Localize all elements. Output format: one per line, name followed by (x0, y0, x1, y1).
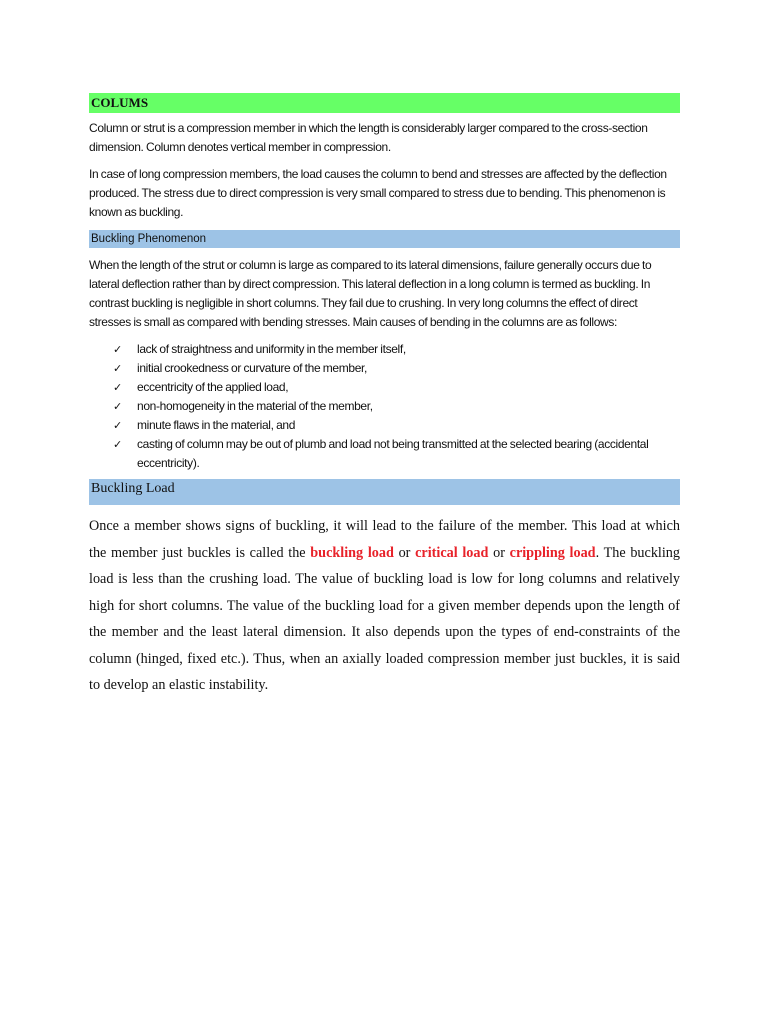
paragraph-buckling-phenomenon: When the length of the strut or column is large as compared to its lateral dimensions, failure generally occurs due to lateral deflection rather than by direct compression. This lateral deflection in a long column is termed as buckling. In contrast buckling is negligible in short columns. They fail due to crushing. In very long columns the effect of direct stresses is small as compared with bending stresses. Main causes of bending in the columns are as follows: (89, 258, 652, 329)
term-crippling-load: crippling load (509, 544, 596, 561)
list-item (89, 397, 680, 416)
text-run: Once a member shows signs of buckling, it will lead to the failure of the member. This load at which the member just buckles is called the (89, 518, 680, 561)
checkmark-icon: ✓ (113, 343, 122, 356)
list-item-text: non-homogeneity in the material of the member, (137, 399, 373, 413)
list-item-text: casting of column may be out of plumb and load not being transmitted at the selected bearing (accidental eccentricity). (137, 437, 649, 470)
text-run: or (393, 544, 416, 561)
list-item-text: lack of straightness and uniformity in the member itself, (137, 342, 406, 356)
paragraph-buckling-load (89, 513, 680, 699)
checkmark-icon: ✓ (113, 419, 122, 432)
checkmark-icon: ✓ (113, 362, 122, 375)
paragraph-long-columns: In case of long compression members, the load causes the column to bend and stresses are affected by the deflection produced. The stress due to direct compression is very small compared to stress due to bending. This phenomenon is known as buckling. (89, 167, 667, 219)
heading-buckling-load: Buckling Load (89, 479, 680, 505)
text-run: or (488, 544, 510, 561)
term-buckling-load: buckling load (310, 544, 394, 561)
text-run: . The buckling load is less than the crushing load. The value of buckling load is low for long columns and relatively high for short columns. The value of the buckling load for a given member depends upon the length of the member and the least lateral dimension. It also depends upon the types of end-constraints of the column (hinged, fixed etc.). Thus, when an axially loaded compression member just buckles, it is said to develop an elastic instability. (89, 544, 680, 693)
heading-colums: COLUMS (89, 93, 680, 113)
paragraph-column-definition: Column or strut is a compression member in which the length is considerably larger compared to the cross-section dimension. Column denotes vertical member in compression. (89, 121, 648, 154)
list-item-text: eccentricity of the applied load, (137, 380, 289, 394)
list-item-text: minute flaws in the material, and (137, 418, 296, 432)
document-page (89, 93, 680, 699)
list-item (89, 435, 680, 473)
list-item-text: initial crookedness or curvature of the member, (137, 361, 368, 375)
list-item (89, 378, 680, 397)
checkmark-icon: ✓ (113, 438, 122, 451)
checkmark-icon: ✓ (113, 400, 122, 413)
list-item (89, 340, 680, 359)
causes-list (89, 340, 680, 473)
term-critical-load: critical load (415, 544, 489, 561)
heading-buckling-phenomenon: Buckling Phenomenon (89, 230, 680, 248)
list-item (89, 416, 680, 435)
checkmark-icon: ✓ (113, 381, 122, 394)
list-item (89, 359, 680, 378)
